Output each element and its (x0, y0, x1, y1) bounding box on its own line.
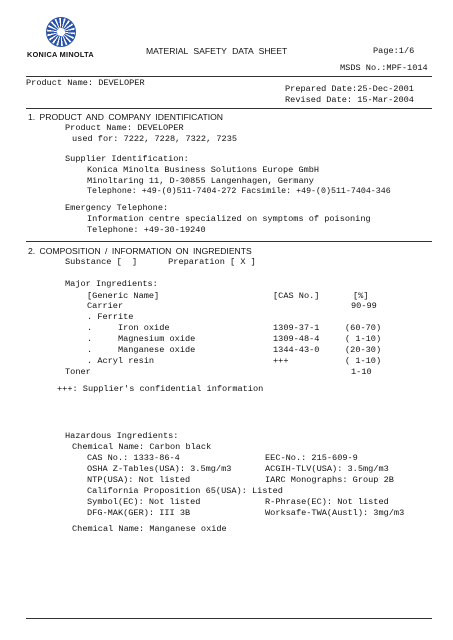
section-divider (26, 108, 432, 109)
header-divider (26, 76, 432, 77)
header-product-name: Product Name: DEVELOPER (26, 78, 145, 88)
ingredient-name: . Acryl resin (87, 356, 155, 366)
property-row (87, 509, 427, 520)
carbon-black-properties (87, 454, 427, 520)
property-left: NTP(USA): Not listed (87, 475, 191, 485)
document-title: MATERIAL SAFETY DATA SHEET (146, 46, 288, 56)
major-ingredients-label: Major Ingredients: (65, 279, 158, 289)
emergency-phone: Telephone: +49-30-19240 (87, 225, 206, 235)
ingredient-name: . Ferrite (87, 312, 134, 322)
chemical-name-manganese-oxide: Chemical Name: Manganese oxide (72, 524, 227, 534)
ingredient-percent: ( 1-10) (345, 356, 382, 366)
prepared-date: Prepared Date:25-Dec-2001 (285, 84, 414, 94)
footer-divider (26, 618, 432, 619)
property-right: ACGIH-TLV(USA): 3.5mg/m3 (265, 464, 389, 474)
col-cas-no: [CAS No.] (273, 291, 320, 301)
chemical-name-carbon-black: Chemical Name: Carbon black (72, 442, 212, 452)
revised-date: Revised Date: 15-Mar-2004 (285, 95, 414, 105)
section1-product-name: Product Name: DEVELOPER (65, 123, 184, 133)
ingredient-cas: +++ (273, 356, 289, 366)
ingredient-percent: 90-99 (351, 301, 377, 311)
ingredient-name: . Iron oxide (87, 323, 170, 333)
property-left: DFG-MAK(GER): III 3B (87, 508, 191, 518)
msds-number: MSDS No.:MPF-1014 (340, 63, 428, 73)
table-row (87, 357, 427, 368)
ingredient-cas: 1344-43-0 (273, 345, 320, 355)
ingredients-table (65, 301, 427, 379)
property-right: R-Phrase(EC): Not listed (265, 497, 389, 507)
col-generic-name: [Generic Name] (87, 291, 160, 301)
section-divider (26, 241, 432, 242)
supplier-address: Minoltaring 11, D-30855 Langenhagen, Germany (87, 176, 314, 186)
table-row (65, 367, 427, 379)
ingredient-name: Carrier (87, 301, 124, 311)
section2-heading: 2. COMPOSITION / INFORMATION ON INGREDIENTS (28, 246, 252, 256)
property-left: California Proposition 65(USA): Listed (87, 486, 283, 496)
confidential-footnote: +++: Supplier's confidential information (57, 384, 264, 394)
ingredient-cas: 1309-37-1 (273, 323, 320, 333)
property-left: Symbol(EC): Not listed (87, 497, 201, 507)
section1-heading: 1. PRODUCT AND COMPANY IDENTIFICATION (28, 112, 224, 122)
ingredient-percent: ( 1-10) (345, 334, 382, 344)
page-number: Page:1/6 (373, 46, 415, 56)
ingredient-name: . Magnesium oxide (87, 334, 196, 344)
konica-minolta-logo-icon (46, 17, 76, 47)
hazardous-ingredients-label: Hazardous Ingredients: (65, 431, 179, 441)
property-right: EEC-No.: 215-609-9 (265, 453, 358, 463)
ingredient-percent: 1-10 (351, 367, 372, 377)
ingredient-name: . Manganese oxide (87, 345, 196, 355)
col-percent: [%] (353, 291, 369, 301)
ingredient-percent: (20-30) (345, 345, 382, 355)
ingredient-percent: (60-70) (345, 323, 382, 333)
ingredient-name: Toner (65, 367, 91, 377)
ingredient-cas: 1309-48-4 (273, 334, 320, 344)
property-right: Worksafe-TWA(Austl): 3mg/m3 (265, 508, 405, 518)
property-left: CAS No.: 1333-86-4 (87, 453, 180, 463)
supplier-label: Supplier Identification: (65, 154, 189, 164)
table-row (87, 302, 427, 313)
property-right: IARC Monographs: Group 2B (265, 475, 394, 485)
property-left: OSHA Z-Tables(USA): 3.5mg/m3 (87, 464, 232, 474)
supplier-name: Konica Minolta Business Solutions Europe GmbH (87, 165, 320, 175)
logo-text: KONICA MINOLTA (27, 50, 94, 59)
emergency-info: Information centre specialized on symptoms of poisoning (87, 214, 371, 224)
emergency-label: Emergency Telephone: (65, 203, 169, 213)
substance-line: Substance [ ] Preparation [ X ] (65, 257, 256, 267)
supplier-phone: Telephone: +49-(0)511-7404-272 Facsimile: +49-(0)511-7404-346 (87, 187, 391, 196)
used-for: used for: 7222, 7228, 7322, 7235 (72, 134, 238, 144)
